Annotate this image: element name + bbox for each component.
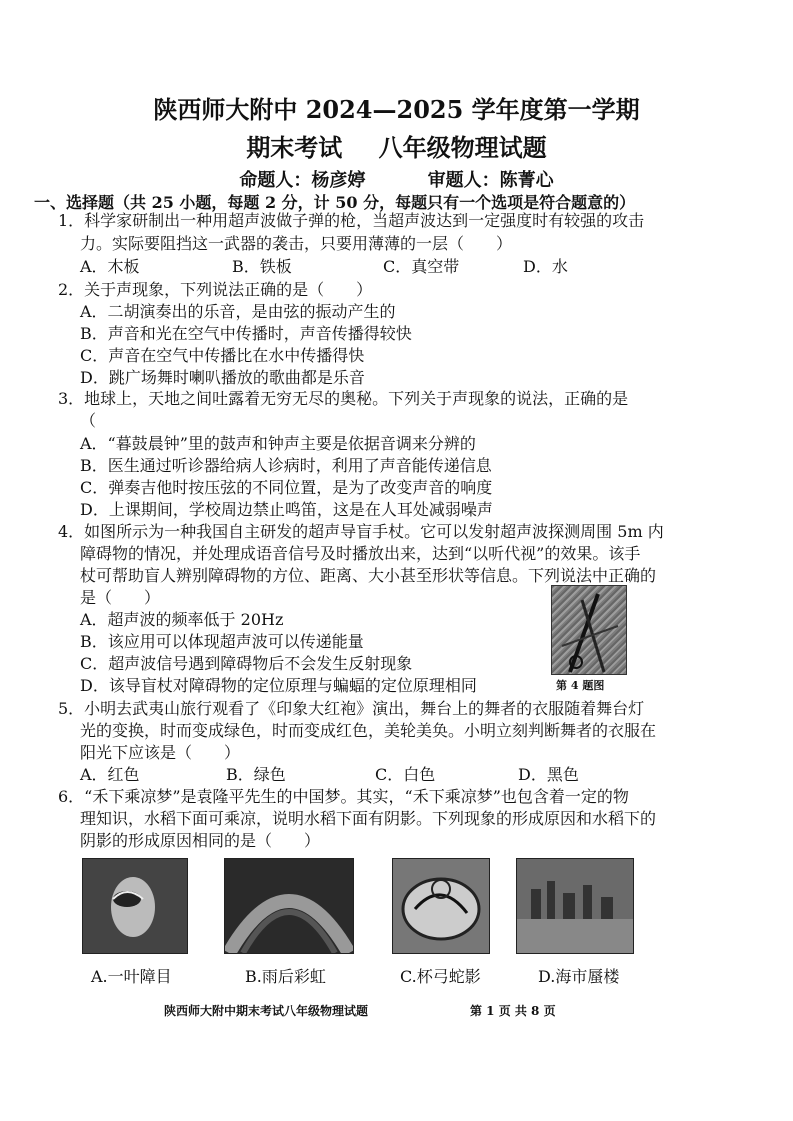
footer-title: 陕西师大附中期末考试八年级物理试题 bbox=[164, 1004, 369, 1018]
exam-authors bbox=[0, 166, 793, 192]
q5-stem-line2: 光的变换，时而变成绿色，时而变成红色，美轮美奂。小明立刻判断舞者的衣服在 bbox=[80, 721, 657, 740]
q5-option-b[interactable]: B．绿色 bbox=[226, 765, 286, 784]
q4-option-d[interactable]: D．该导盲杖对障碍物的定位原理与蝙蝠的定位原理相同 bbox=[80, 676, 477, 695]
q6-stem-line1: 6．“禾下乘凉梦”是袁隆平先生的中国梦。其实，“禾下乘凉梦”也包含着一定的物 bbox=[58, 787, 629, 806]
q4-option-a[interactable]: A．超声波的频率低于 20Hz bbox=[80, 610, 284, 629]
cup-bow-illustration bbox=[393, 859, 489, 953]
q3-stem-line1: 3．地球上，天地之间吐露着无穷无尽的奥秘。下列关于声现象的说法，正确的是 bbox=[58, 389, 629, 408]
q6-stem-line2: 理知识，水稻下面可乘凉，说明水稻下面有阴影。下列现象的形成原因和水稻下的 bbox=[80, 809, 657, 828]
q6-image-b bbox=[224, 858, 354, 954]
q3-option-b[interactable]: B．医生通过听诊器给病人诊病时，利用了声音能传递信息 bbox=[80, 456, 492, 475]
q1-option-b[interactable]: B．铁板 bbox=[232, 257, 292, 276]
q4-stem-line3: 杖可帮助盲人辨别障碍物的方位、距离、大小甚至形状等信息。下列说法中正确的 bbox=[80, 566, 657, 585]
q6-image-c bbox=[392, 858, 490, 954]
exam-subtitle bbox=[0, 128, 793, 163]
q2-option-c[interactable]: C．声音在空气中传播比在水中传播得快 bbox=[80, 346, 365, 365]
q6-option-a[interactable]: A.一叶障目 bbox=[91, 967, 172, 986]
q5-stem-line3: 阳光下应该是（ ） bbox=[80, 743, 241, 762]
page-number: 第 1 页 共 8 页 bbox=[470, 1004, 556, 1018]
q2-option-b[interactable]: B．声音和光在空气中传播时，声音传播得较快 bbox=[80, 324, 412, 343]
q3-stem-line2: （ bbox=[80, 411, 97, 430]
q4-stem-line2: 障碍物的情况，并处理成语音信号及时播放出来，达到“以听代视”的效果。该手 bbox=[80, 544, 641, 563]
q6-option-d[interactable]: D.海市蜃楼 bbox=[538, 967, 620, 986]
q4-figure-caption: 第 4 题图 bbox=[556, 679, 605, 692]
q1-option-a[interactable]: A．木板 bbox=[80, 257, 140, 276]
q4-stem-line1: 4．如图所示为一种我国自主研发的超声导盲手杖。它可以发射超声波探测周围 5m 内 bbox=[58, 522, 664, 541]
q5-option-d[interactable]: D．黑色 bbox=[518, 765, 579, 784]
q6-option-c[interactable]: C.杯弓蛇影 bbox=[400, 967, 481, 986]
q4-option-c[interactable]: C．超声波信号遇到障碍物后不会发生反射现象 bbox=[80, 654, 413, 673]
q1-option-c[interactable]: C．真空带 bbox=[383, 257, 460, 276]
q2-stem: 2．关于声现象，下列说法正确的是（ ） bbox=[58, 280, 373, 299]
rainbow-illustration bbox=[225, 859, 353, 953]
q6-image-a bbox=[82, 858, 188, 954]
exam-type: 期末考试 bbox=[246, 133, 343, 162]
author: 命题人：杨彦婷 bbox=[239, 170, 366, 191]
q4-figure-image bbox=[551, 585, 627, 675]
q5-option-c[interactable]: C．白色 bbox=[375, 765, 436, 784]
q1-stem-line2: 力。实际要阻挡这一武器的袭击，只要用薄薄的一层（ ） bbox=[80, 234, 513, 253]
q2-option-a[interactable]: A．二胡演奏出的乐音，是由弦的振动产生的 bbox=[80, 302, 396, 321]
leaf-eye-illustration bbox=[83, 859, 187, 953]
q3-option-a[interactable]: A．“暮鼓晨钟”里的鼓声和钟声主要是依据音调来分辨的 bbox=[80, 434, 476, 453]
exam-title: 陕西师大附中 2024—2025 学年度第一学期 bbox=[153, 95, 640, 124]
q5-stem-line1: 5．小明去武夷山旅行观看了《印象大红袍》演出，舞台上的舞者的衣服随着舞台灯 bbox=[58, 699, 645, 718]
reviewer: 审题人：陈菁心 bbox=[427, 170, 554, 191]
q6-stem-line3: 阴影的形成原因相同的是（ ） bbox=[80, 831, 321, 850]
q3-option-c[interactable]: C．弹奏吉他时按压弦的不同位置，是为了改变声音的响度 bbox=[80, 478, 493, 497]
q4-stem-line4: 是（ ） bbox=[80, 588, 161, 607]
q6-option-b[interactable]: B.雨后彩虹 bbox=[245, 967, 326, 986]
mirage-illustration bbox=[517, 859, 633, 953]
q3-option-d[interactable]: D．上课期间，学校周边禁止鸣笛，这是在人耳处减弱噪声 bbox=[80, 500, 493, 519]
q2-option-d[interactable]: D．跳广场舞时喇叭播放的歌曲都是乐音 bbox=[80, 368, 365, 387]
cane-illustration bbox=[552, 586, 626, 674]
q1-stem-line1: 1．科学家研制出一种用超声波做子弹的枪，当超声波达到一定强度时有较强的攻击 bbox=[58, 211, 645, 230]
q5-option-a[interactable]: A．红色 bbox=[80, 765, 140, 784]
q4-option-b[interactable]: B．该应用可以体现超声波可以传递能量 bbox=[80, 632, 364, 651]
q1-option-d[interactable]: D．水 bbox=[523, 257, 568, 276]
section-heading: 一、选择题（共 25 小题，每题 2 分，计 50 分，每题只有一个选项是符合题意的） bbox=[34, 193, 636, 212]
exam-subject: 八年级物理试题 bbox=[378, 133, 547, 162]
q6-image-d bbox=[516, 858, 634, 954]
